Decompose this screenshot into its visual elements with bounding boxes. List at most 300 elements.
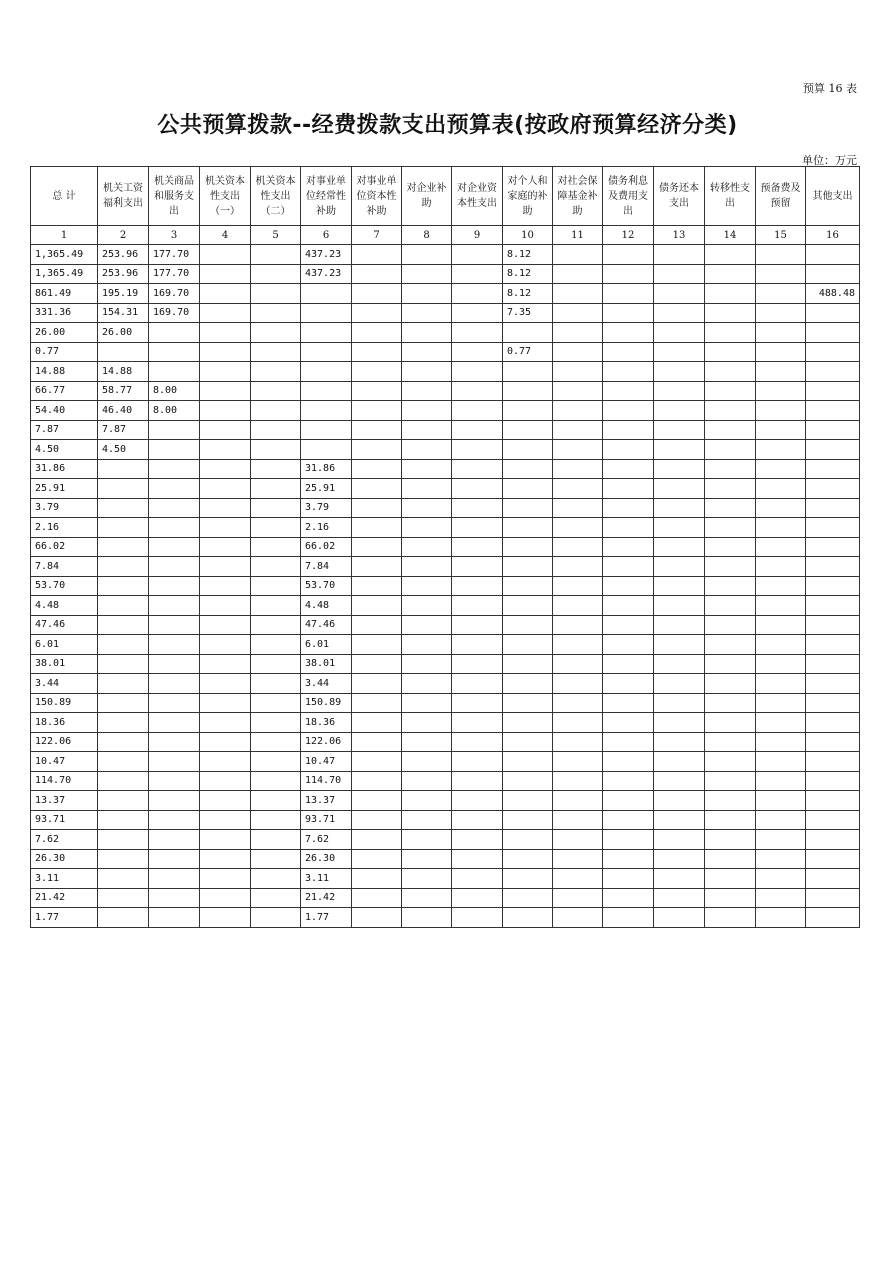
table-cell <box>352 557 402 577</box>
table-cell <box>200 791 251 811</box>
table-cell <box>251 791 301 811</box>
table-cell <box>553 713 603 733</box>
column-index: 1 <box>31 226 98 245</box>
table-cell <box>200 908 251 928</box>
column-index: 9 <box>452 226 503 245</box>
table-cell <box>251 693 301 713</box>
table-cell: 488.48 <box>806 284 860 304</box>
table-row <box>31 576 860 596</box>
table-cell <box>452 849 503 869</box>
table-cell: 7.62 <box>301 830 352 850</box>
table-cell <box>200 284 251 304</box>
index-row <box>31 226 860 245</box>
table-row <box>31 440 860 460</box>
table-cell <box>452 342 503 362</box>
table-cell <box>200 303 251 323</box>
table-cell <box>705 518 756 538</box>
total-cell: 7.87 <box>31 420 98 440</box>
table-cell <box>756 401 806 421</box>
table-cell <box>654 440 705 460</box>
table-cell <box>654 245 705 265</box>
unit-label: 单位：万元 <box>802 154 857 167</box>
table-cell: 0.77 <box>503 342 553 362</box>
table-cell: 13.37 <box>301 791 352 811</box>
table-cell <box>756 791 806 811</box>
table-cell <box>200 537 251 557</box>
table-cell <box>352 498 402 518</box>
table-cell <box>654 810 705 830</box>
table-cell <box>806 791 860 811</box>
table-cell <box>200 557 251 577</box>
table-cell <box>503 381 553 401</box>
table-cell <box>705 537 756 557</box>
total-cell: 47.46 <box>31 615 98 635</box>
table-cell: 253.96 <box>98 264 149 284</box>
table-cell <box>553 810 603 830</box>
table-row <box>31 830 860 850</box>
table-cell <box>553 771 603 791</box>
table-cell: 2.16 <box>301 518 352 538</box>
table-cell <box>806 810 860 830</box>
table-cell <box>200 479 251 499</box>
table-cell <box>705 479 756 499</box>
table-cell <box>98 518 149 538</box>
table-cell <box>98 830 149 850</box>
table-row <box>31 635 860 655</box>
table-cell <box>503 732 553 752</box>
table-cell <box>352 401 402 421</box>
table-cell <box>200 674 251 694</box>
table-cell <box>603 342 654 362</box>
table-cell <box>603 849 654 869</box>
table-cell <box>756 576 806 596</box>
table-cell <box>452 420 503 440</box>
column-index: 6 <box>301 226 352 245</box>
total-cell: 114.70 <box>31 771 98 791</box>
table-cell: 169.70 <box>149 303 200 323</box>
table-cell <box>756 537 806 557</box>
table-cell <box>402 732 452 752</box>
table-cell <box>705 654 756 674</box>
table-cell <box>352 849 402 869</box>
table-cell <box>654 303 705 323</box>
table-cell <box>251 635 301 655</box>
table-cell <box>756 674 806 694</box>
table-cell <box>301 303 352 323</box>
table-row <box>31 752 860 772</box>
table-cell <box>503 401 553 421</box>
total-cell: 1.77 <box>31 908 98 928</box>
table-cell <box>149 674 200 694</box>
table-cell <box>251 381 301 401</box>
total-cell: 54.40 <box>31 401 98 421</box>
table-cell <box>603 810 654 830</box>
table-cell <box>705 498 756 518</box>
table-cell <box>503 713 553 733</box>
table-cell <box>705 381 756 401</box>
table-cell <box>603 323 654 343</box>
table-cell <box>705 713 756 733</box>
table-cell <box>705 674 756 694</box>
table-cell: 169.70 <box>149 284 200 304</box>
table-cell <box>603 830 654 850</box>
table-cell: 150.89 <box>301 693 352 713</box>
table-cell <box>200 459 251 479</box>
table-cell <box>553 576 603 596</box>
table-cell: 58.77 <box>98 381 149 401</box>
table-cell <box>553 362 603 382</box>
total-cell: 3.44 <box>31 674 98 694</box>
table-cell <box>452 557 503 577</box>
table-cell <box>603 245 654 265</box>
table-cell <box>553 830 603 850</box>
table-cell <box>553 498 603 518</box>
table-cell <box>603 459 654 479</box>
table-cell <box>301 284 352 304</box>
table-cell <box>553 479 603 499</box>
table-row <box>31 264 860 284</box>
total-cell: 7.84 <box>31 557 98 577</box>
column-index: 4 <box>200 226 251 245</box>
table-cell <box>98 888 149 908</box>
table-cell <box>251 615 301 635</box>
table-cell <box>402 635 452 655</box>
table-cell <box>452 323 503 343</box>
table-cell <box>806 693 860 713</box>
table-cell <box>705 908 756 928</box>
table-row <box>31 381 860 401</box>
column-index: 2 <box>98 226 149 245</box>
table-cell <box>402 596 452 616</box>
total-cell: 21.42 <box>31 888 98 908</box>
table-cell <box>603 264 654 284</box>
table-cell <box>705 459 756 479</box>
table-cell: 26.30 <box>301 849 352 869</box>
table-cell <box>553 732 603 752</box>
table-cell <box>301 323 352 343</box>
table-cell <box>402 420 452 440</box>
table-cell <box>402 869 452 889</box>
column-header: 机关工资福利支出 <box>98 167 149 226</box>
table-cell <box>756 635 806 655</box>
table-cell <box>654 830 705 850</box>
table-cell <box>402 810 452 830</box>
table-cell <box>98 693 149 713</box>
table-cell <box>452 362 503 382</box>
table-cell <box>149 654 200 674</box>
table-body <box>31 245 860 928</box>
table-cell <box>654 596 705 616</box>
table-cell: 93.71 <box>301 810 352 830</box>
total-cell: 31.86 <box>31 459 98 479</box>
total-cell: 6.01 <box>31 635 98 655</box>
table-cell <box>301 401 352 421</box>
table-cell <box>352 381 402 401</box>
table-cell <box>251 420 301 440</box>
table-cell <box>452 732 503 752</box>
table-cell <box>251 830 301 850</box>
table-cell <box>452 752 503 772</box>
table-cell <box>553 284 603 304</box>
column-header: 其他支出 <box>806 167 860 226</box>
table-cell <box>553 674 603 694</box>
table-cell <box>806 713 860 733</box>
table-cell <box>603 518 654 538</box>
table-cell <box>756 264 806 284</box>
table-cell <box>603 479 654 499</box>
table-cell: 122.06 <box>301 732 352 752</box>
column-header: 总 计 <box>31 167 98 226</box>
table-cell <box>200 440 251 460</box>
table-cell <box>705 693 756 713</box>
table-cell <box>98 342 149 362</box>
table-cell <box>98 752 149 772</box>
table-cell <box>402 830 452 850</box>
table-cell <box>200 323 251 343</box>
table-cell: 4.48 <box>301 596 352 616</box>
table-cell <box>402 284 452 304</box>
table-cell <box>553 245 603 265</box>
table-cell <box>149 479 200 499</box>
table-cell <box>553 752 603 772</box>
table-cell <box>553 420 603 440</box>
table-row <box>31 245 860 265</box>
table-cell <box>452 771 503 791</box>
table-cell <box>603 615 654 635</box>
table-cell: 7.84 <box>301 557 352 577</box>
table-cell <box>251 654 301 674</box>
table-row <box>31 479 860 499</box>
column-index: 12 <box>603 226 654 245</box>
table-cell <box>503 557 553 577</box>
table-cell <box>503 693 553 713</box>
column-header: 对企业补助 <box>402 167 452 226</box>
table-cell <box>503 596 553 616</box>
table-cell <box>756 420 806 440</box>
table-cell <box>654 908 705 928</box>
table-cell <box>402 771 452 791</box>
table-cell <box>402 713 452 733</box>
table-row <box>31 849 860 869</box>
table-cell <box>553 888 603 908</box>
table-cell <box>352 888 402 908</box>
total-cell: 3.11 <box>31 869 98 889</box>
table-cell <box>806 342 860 362</box>
table-cell: 8.00 <box>149 381 200 401</box>
table-cell <box>402 323 452 343</box>
table-cell <box>149 362 200 382</box>
table-cell <box>149 693 200 713</box>
table-cell <box>806 732 860 752</box>
table-cell <box>452 654 503 674</box>
table-cell <box>200 596 251 616</box>
table-cell <box>452 674 503 694</box>
table-cell <box>452 303 503 323</box>
table-cell <box>149 869 200 889</box>
table-cell <box>352 771 402 791</box>
table-cell <box>756 459 806 479</box>
table-cell <box>251 518 301 538</box>
table-row <box>31 557 860 577</box>
table-cell <box>553 693 603 713</box>
table-cell <box>705 303 756 323</box>
table-cell <box>149 440 200 460</box>
table-cell <box>705 440 756 460</box>
table-row <box>31 888 860 908</box>
table-cell <box>149 713 200 733</box>
table-cell <box>705 362 756 382</box>
column-header: 对社会保障基金补助 <box>553 167 603 226</box>
table-cell <box>200 830 251 850</box>
table-cell <box>98 654 149 674</box>
table-cell <box>251 810 301 830</box>
column-header: 对个人和家庭的补助 <box>503 167 553 226</box>
table-cell <box>503 752 553 772</box>
table-cell: 114.70 <box>301 771 352 791</box>
table-cell <box>200 518 251 538</box>
table-row <box>31 771 860 791</box>
table-cell <box>806 888 860 908</box>
table-cell: 6.01 <box>301 635 352 655</box>
table-cell <box>251 908 301 928</box>
table-cell: 14.88 <box>98 362 149 382</box>
table-cell <box>352 674 402 694</box>
table-cell: 8.00 <box>149 401 200 421</box>
table-cell: 31.86 <box>301 459 352 479</box>
total-cell: 0.77 <box>31 342 98 362</box>
table-row <box>31 596 860 616</box>
table-cell: 10.47 <box>301 752 352 772</box>
table-row <box>31 908 860 928</box>
table-cell <box>806 401 860 421</box>
table-cell <box>251 342 301 362</box>
table-cell <box>654 459 705 479</box>
column-index: 3 <box>149 226 200 245</box>
column-header: 机关资本性支出（二） <box>251 167 301 226</box>
table-cell <box>705 264 756 284</box>
table-cell <box>553 654 603 674</box>
table-cell <box>705 869 756 889</box>
table-row <box>31 342 860 362</box>
table-cell <box>654 518 705 538</box>
table-cell <box>98 791 149 811</box>
table-cell <box>553 635 603 655</box>
table-cell <box>756 830 806 850</box>
table-cell <box>603 869 654 889</box>
total-cell: 14.88 <box>31 362 98 382</box>
total-cell: 26.00 <box>31 323 98 343</box>
table-cell <box>553 557 603 577</box>
column-header: 预备费及预留 <box>756 167 806 226</box>
table-cell <box>251 849 301 869</box>
table-cell <box>149 771 200 791</box>
table-cell <box>452 869 503 889</box>
table-cell <box>251 537 301 557</box>
table-cell <box>705 771 756 791</box>
table-cell <box>806 908 860 928</box>
table-cell <box>98 771 149 791</box>
column-header: 债务还本支出 <box>654 167 705 226</box>
table-cell <box>301 420 352 440</box>
table-cell <box>806 245 860 265</box>
table-cell <box>503 479 553 499</box>
table-cell: 3.44 <box>301 674 352 694</box>
column-index: 10 <box>503 226 553 245</box>
table-cell <box>603 771 654 791</box>
column-header: 机关商品和服务支出 <box>149 167 200 226</box>
table-cell <box>149 596 200 616</box>
table-cell <box>705 615 756 635</box>
table-cell <box>503 908 553 928</box>
table-cell <box>603 557 654 577</box>
table-cell <box>503 323 553 343</box>
table-cell <box>603 674 654 694</box>
table-cell <box>452 537 503 557</box>
table-cell <box>402 440 452 460</box>
table-cell <box>705 284 756 304</box>
table-cell <box>654 323 705 343</box>
table-cell <box>98 849 149 869</box>
table-cell <box>603 303 654 323</box>
table-cell <box>452 381 503 401</box>
table-cell <box>200 615 251 635</box>
table-cell <box>149 888 200 908</box>
table-cell <box>452 635 503 655</box>
table-cell <box>251 303 301 323</box>
column-index: 15 <box>756 226 806 245</box>
table-row <box>31 498 860 518</box>
table-cell <box>603 888 654 908</box>
table-cell <box>503 576 553 596</box>
table-cell <box>806 303 860 323</box>
table-cell <box>98 713 149 733</box>
table-cell <box>200 713 251 733</box>
column-index: 7 <box>352 226 402 245</box>
table-cell <box>705 810 756 830</box>
table-cell <box>149 615 200 635</box>
table-cell <box>149 830 200 850</box>
table-cell <box>756 869 806 889</box>
table-cell: 7.87 <box>98 420 149 440</box>
total-cell: 2.16 <box>31 518 98 538</box>
table-cell <box>251 401 301 421</box>
table-cell <box>402 381 452 401</box>
table-cell <box>705 849 756 869</box>
total-cell: 66.02 <box>31 537 98 557</box>
table-cell <box>756 693 806 713</box>
table-cell: 195.19 <box>98 284 149 304</box>
table-cell <box>503 810 553 830</box>
table-cell: 46.40 <box>98 401 149 421</box>
table-cell <box>756 323 806 343</box>
table-cell <box>200 888 251 908</box>
table-cell <box>402 654 452 674</box>
table-cell <box>503 440 553 460</box>
table-cell <box>553 264 603 284</box>
table-cell <box>705 888 756 908</box>
table-cell <box>352 284 402 304</box>
table-cell <box>452 440 503 460</box>
table-cell <box>654 479 705 499</box>
table-cell <box>756 771 806 791</box>
table-cell <box>149 791 200 811</box>
table-cell <box>402 303 452 323</box>
table-cell <box>503 771 553 791</box>
table-cell <box>603 362 654 382</box>
column-header: 转移性支出 <box>705 167 756 226</box>
table-cell <box>402 576 452 596</box>
table-cell <box>756 498 806 518</box>
